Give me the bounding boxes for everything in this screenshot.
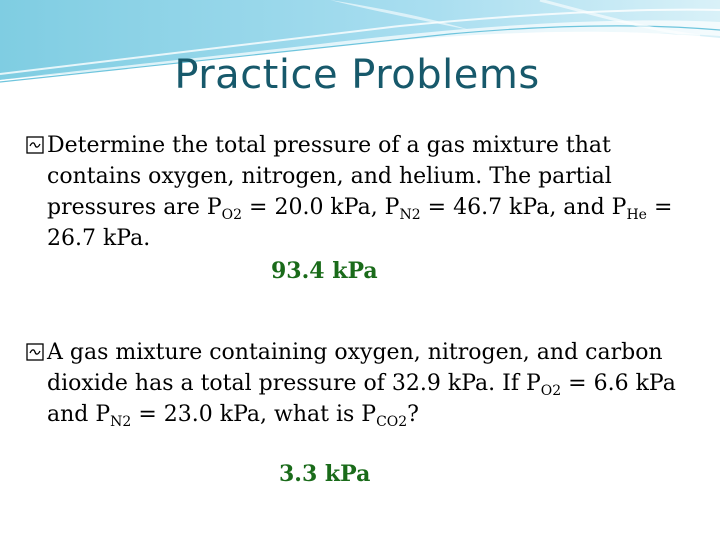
- o2-subscript: O2: [221, 207, 243, 223]
- problem-2-line-1: [26, 337, 686, 368]
- wave-bullet-icon: [26, 343, 47, 361]
- pressures-text: pressures are P: [47, 195, 222, 220]
- answer-2: 3.3 kPa: [279, 461, 371, 487]
- slide-title: Practice Problems: [174, 52, 540, 98]
- co2-subscript: CO2: [376, 414, 408, 430]
- n2-value-text: = 46.7 kPa, and P: [420, 195, 627, 220]
- o2-value-text: = 20.0 kPa, P: [242, 195, 400, 220]
- problem-1-line-2: contains oxygen, nitrogen, and helium. The partial: [47, 164, 612, 189]
- wave-bullet-icon: [26, 136, 47, 154]
- problem-2-text-1: A gas mixture containing oxygen, nitrogen, and carbon: [47, 340, 663, 365]
- problem-1-line-3: [26, 192, 686, 223]
- n2-subscript: N2: [110, 414, 132, 430]
- n2-subscript: N2: [399, 207, 421, 223]
- question-text: = 23.0 kPa, what is P: [131, 402, 377, 427]
- answer-1: 93.4 kPa: [271, 258, 378, 284]
- he-subscript: He: [626, 207, 647, 223]
- he-equals-text: =: [646, 195, 673, 220]
- problem-2-line-3: [26, 399, 686, 430]
- problem-2: [26, 337, 686, 430]
- o2-value-text: = 6.6 kPa: [561, 371, 676, 396]
- problem-1-line-1: [26, 130, 686, 161]
- and-p-text: and P: [47, 402, 111, 427]
- o2-subscript: O2: [540, 383, 562, 399]
- problem-1-line-4: 26.7 kPa.: [47, 226, 151, 251]
- problem-1: [26, 130, 686, 254]
- total-pressure-text: dioxide has a total pressure of 32.9 kPa. If P: [47, 371, 541, 396]
- problem-1-text-1: Determine the total pressure of a gas mixture that: [47, 133, 611, 158]
- question-mark-text: ?: [407, 402, 419, 427]
- problem-2-line-2: [26, 368, 686, 399]
